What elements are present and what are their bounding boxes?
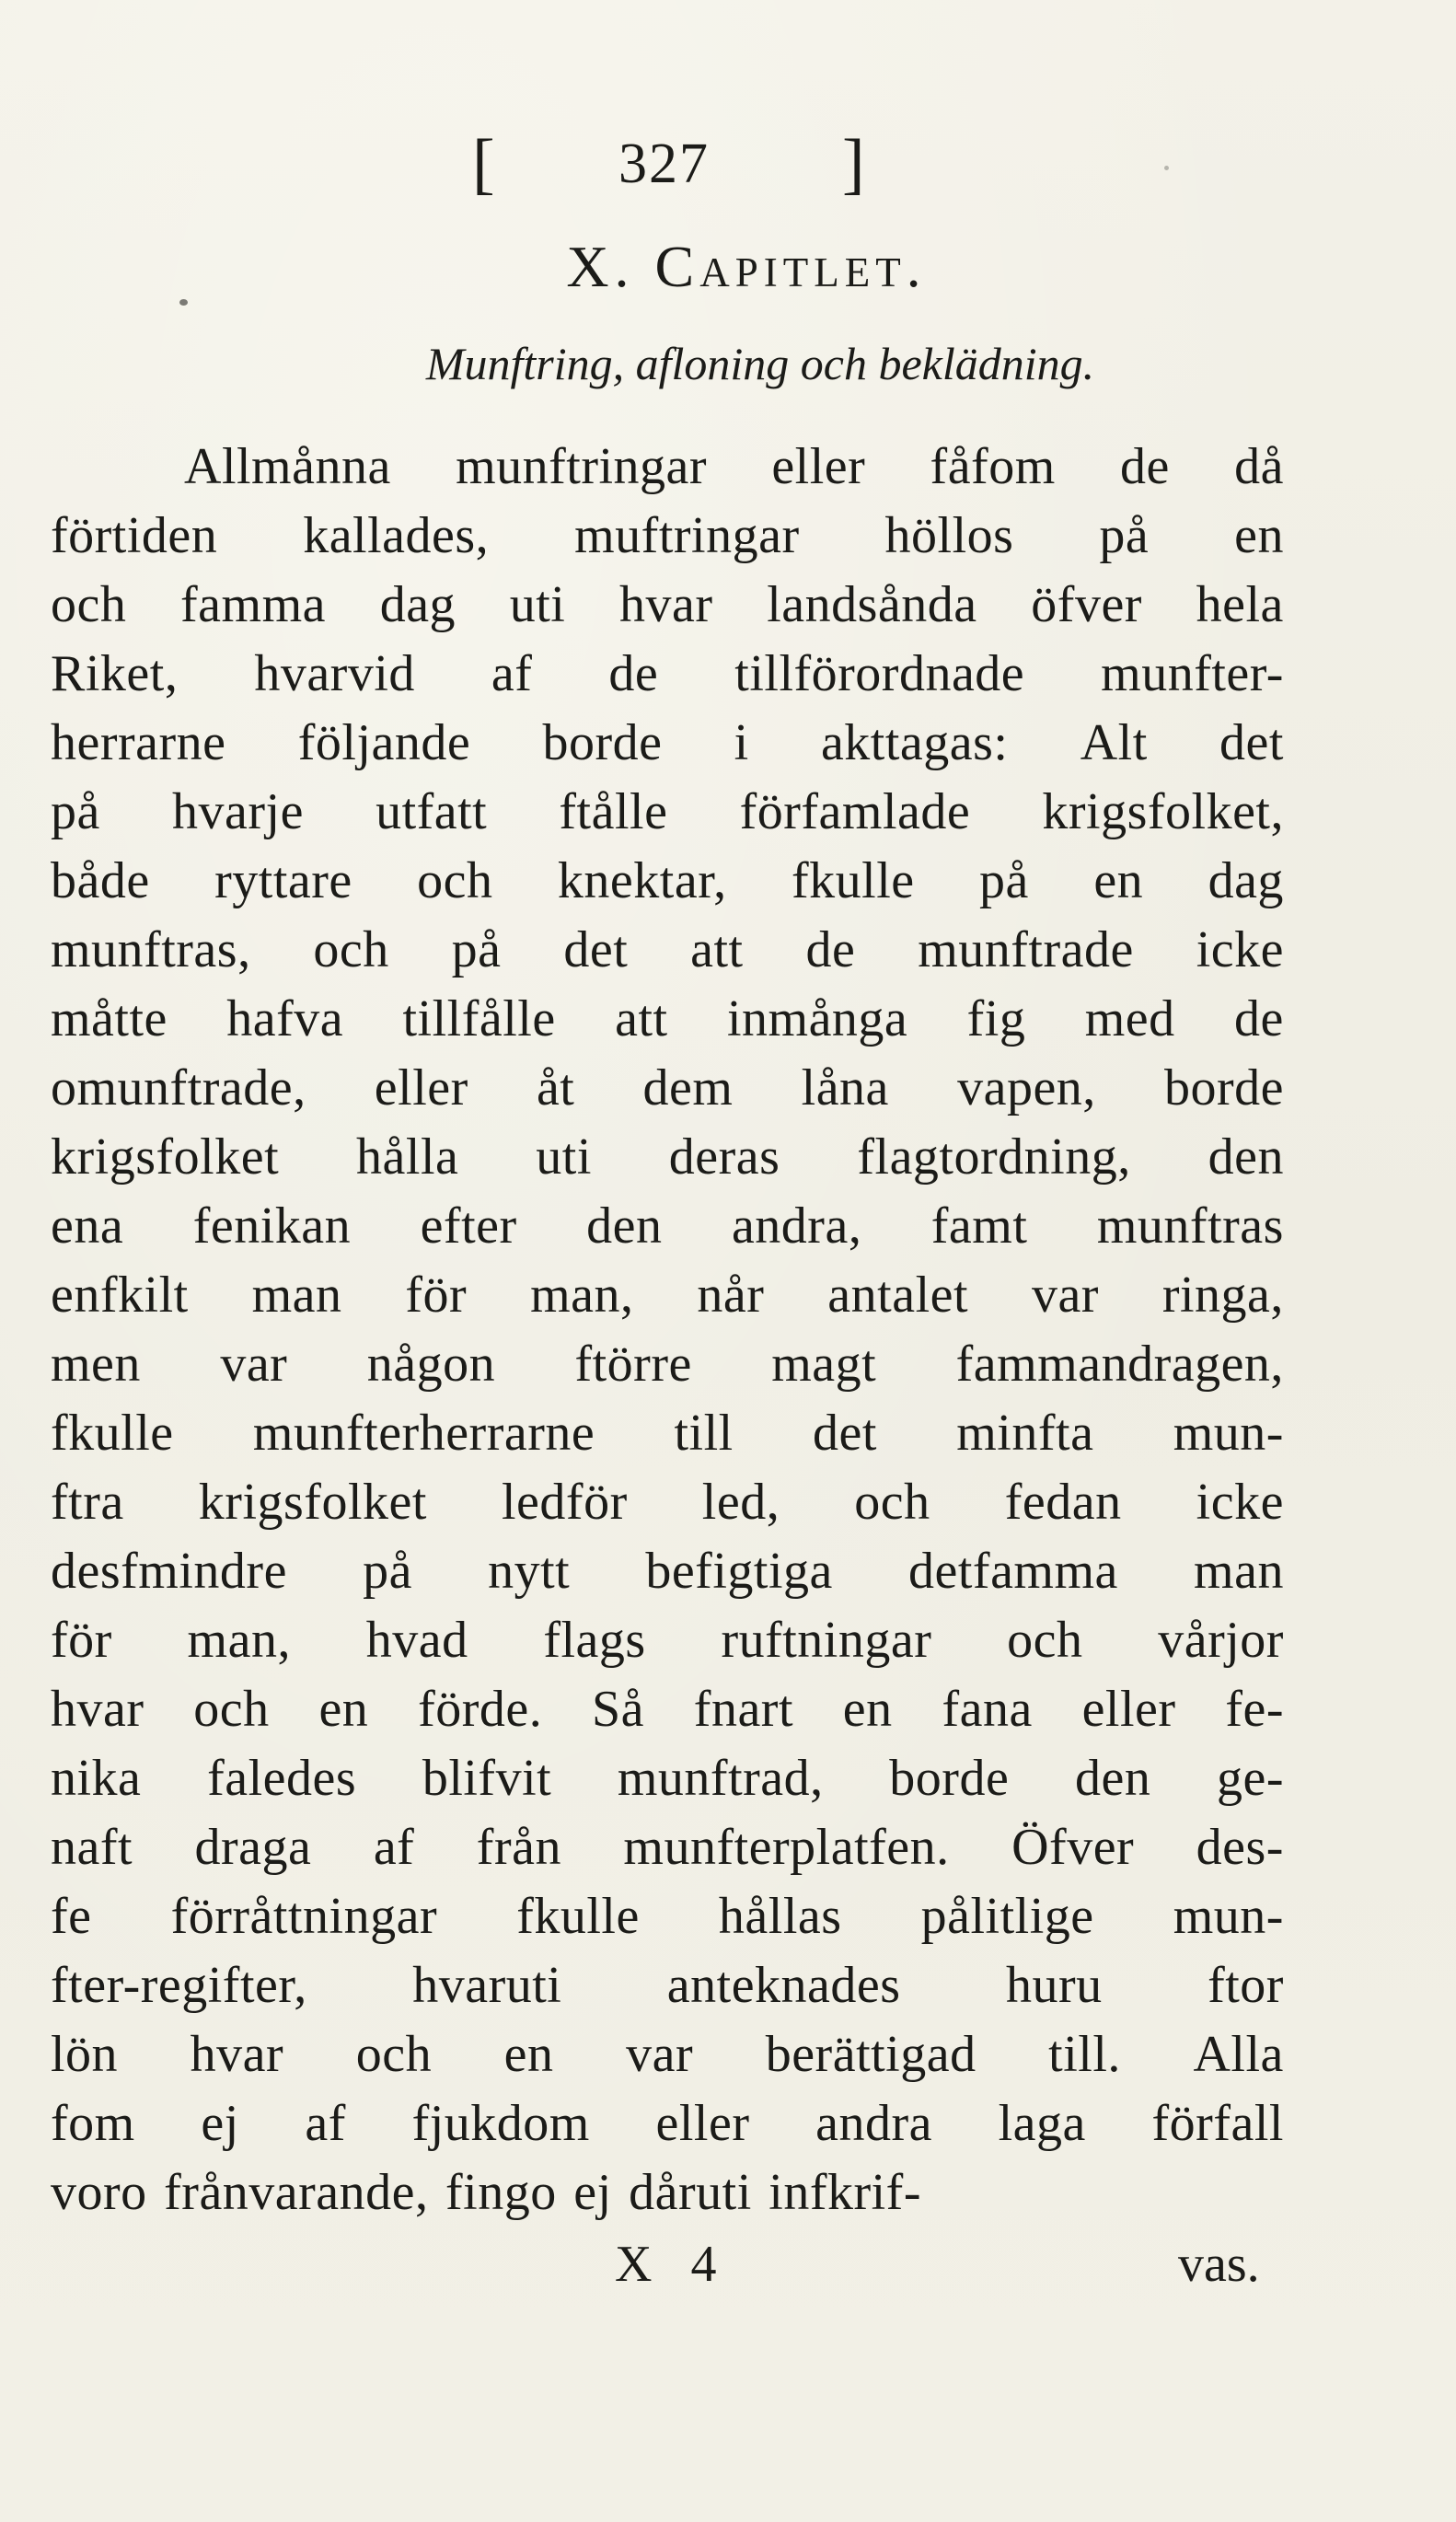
text-line: desfmindre på nytt befigtiga detfamma man — [51, 1543, 1284, 1600]
page-header — [0, 118, 1456, 210]
chapter-subtitle: Munftring, afloning och beklädning. — [425, 338, 1095, 389]
text-line: men var någon ftörre magt fammandragen, — [51, 1336, 1284, 1393]
header-bracket-left: [ — [472, 126, 495, 202]
text-line: krigsfolket hålla uti deras flagtordning, den — [51, 1128, 1284, 1186]
text-line: både ryttare och knektar, fkulle på en dag — [51, 852, 1284, 909]
page-footer — [0, 2227, 1456, 2301]
text-line: fe förråttningar fkulle hållas pålitlige mun- — [51, 1888, 1284, 1945]
page-number: 327 — [618, 133, 710, 195]
body-text — [51, 433, 1284, 2227]
text-line: ena fenikan efter den andra, famt munftras — [51, 1197, 1284, 1255]
text-line: lön hvar och en var berättigad till. Alla — [51, 2026, 1284, 2083]
ink-speck — [179, 299, 188, 306]
text-line: måtte hafva tillfålle att inmånga fig med de — [51, 990, 1284, 1047]
text-line: naft draga af från munfterplatfen. Öfver des- — [51, 1819, 1284, 1876]
text-line: voro frånvarande, fingo ej dåruti infkrif- — [51, 2164, 921, 2221]
text-line: munftras, och på det att de munftrade icke — [51, 921, 1284, 978]
text-line: herrarne följande borde i akttagas: Alt det — [51, 714, 1284, 771]
text-line: och famma dag uti hvar landsånda öfver hela — [51, 576, 1284, 633]
text-line: enfkilt man för man, når antalet var ringa, — [51, 1267, 1284, 1324]
header-bracket-right: ] — [842, 126, 865, 202]
text-line: nika faledes blifvit munftrad, borde den ge- — [51, 1750, 1284, 1807]
text-line: Allmånna munftringar eller fåfom de då — [184, 438, 1284, 495]
ink-speck — [1164, 166, 1169, 170]
text-line: på hvarje utfatt ftålle förfamlade krigsfolket, — [51, 783, 1284, 840]
catchword: vas. — [1178, 2236, 1260, 2293]
text-line: hvar och en förde. Så fnart en fana eller fe- — [51, 1681, 1284, 1738]
text-line: för man, hvad flags ruftningar och vårjor — [51, 1612, 1284, 1669]
chapter-title: X. Capitlet. — [566, 234, 927, 299]
text-line: förtiden kallades, muftringar höllos på en — [51, 507, 1284, 564]
text-line: fter-regifter, hvaruti anteknades huru ftor — [51, 1957, 1284, 2014]
text-line: fkulle munfterherrarne till det minfta mun- — [51, 1405, 1284, 1462]
text-line: fom ej af fjukdom eller andra laga förfall — [51, 2095, 1284, 2152]
text-line: Riket, hvarvid af de tillförordnade munfter- — [51, 645, 1284, 702]
text-line: omunftrade, eller åt dem låna vapen, borde — [51, 1059, 1284, 1116]
text-line: ftra krigsfolket ledför led, och fedan icke — [51, 1474, 1284, 1531]
signature-mark: X 4 — [615, 2236, 730, 2293]
